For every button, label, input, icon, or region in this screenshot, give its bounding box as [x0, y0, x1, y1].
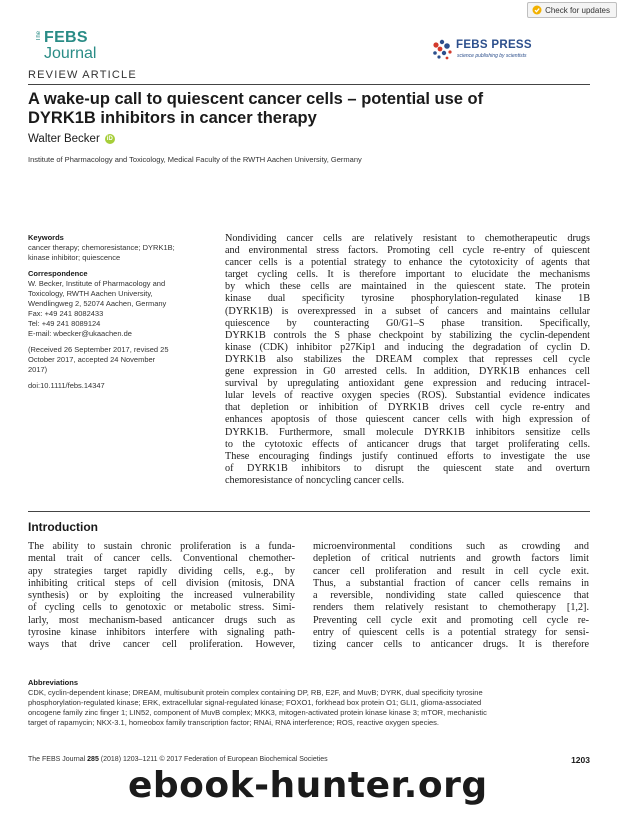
keywords-block: [28, 233, 213, 263]
dates-line: 2017): [28, 365, 48, 374]
abbreviations-line: phosphorylation-regulated kinase; ERK, extracellular signal-regulated kinase; FOXO1, forkhead box protein O1; GLI1, glioma-associated: [28, 698, 482, 707]
abbreviations-line: oncogene family zinc finger 1; LIN52, component of MuvB complex; MKK3, mitogen-activated protein kinase kinase 3; mTOR, mechanistic: [28, 708, 487, 717]
article-type: REVIEW ARTICLE: [28, 69, 137, 81]
article-info-sidebar: [28, 233, 213, 397]
abstract-line: DYRK1B. Furthermore, small molecule DYRK1B inhibitors sensitize cells: [225, 426, 590, 438]
orcid-icon[interactable]: iD: [106, 136, 113, 142]
section-divider: [28, 511, 590, 512]
body-line: ways that drive cancer cell proliferation. However,: [28, 639, 295, 651]
correspondence-line: Wendlingweg 2, 52074 Aachen, Germany: [28, 299, 167, 308]
logo-journal: Journal: [44, 45, 97, 62]
abstract-line: kinase (CDK) inhibitor p27Kip1 and inducing the degradation of cyclin D.: [225, 341, 590, 353]
press-name: FEBS PRESS: [456, 39, 532, 51]
watermark: ebook-hunter.org: [128, 765, 488, 806]
correspondence-line: Tel: +49 241 8089124: [28, 319, 101, 328]
footer-rest: (2018) 1203–1211 © 2017 Federation of European Biochemical Societies: [100, 756, 328, 763]
correspondence-heading: Correspondence: [28, 269, 88, 278]
body-line: microenvironmental conditions such as crowding and: [313, 541, 589, 552]
logo-the: The: [36, 31, 42, 42]
abstract-line: Nondividing cancer cells are relatively resistant to chemotherapeutic drugs: [225, 233, 590, 244]
body-line: Preventing cell cycle exit and promoting cell cycle re-: [313, 614, 589, 626]
author-row: [28, 133, 115, 145]
doi-block: [28, 381, 213, 391]
abbreviations-line: target of rapamycin; NKX-3.1, homeobox family transcription factor; RNAi, RNA interference; ROS, reactive oxygen species.: [28, 718, 440, 727]
body-line: of cycling cells to genotoxic or metabolic stress. Simi-: [28, 602, 295, 614]
abstract-line: gene expression in G0 arrested cells. In addition, DYRK1B enhances cell: [225, 366, 590, 378]
abstract-line: DYRK1B controls the S phase checkpoint by stabilizing the cyclin-dependent: [225, 329, 590, 341]
introduction-left-column: [28, 541, 295, 652]
abstract-line: lular levels of reactive oxygen species (ROS). Substantial evidence indicates: [225, 390, 590, 402]
page-number: 1203: [571, 755, 590, 765]
introduction-right-column: [313, 541, 589, 652]
body-line: cancer cell proliferation and result in cell cycle exit.: [313, 565, 589, 577]
press-tagline: science publishing by scientists: [457, 53, 527, 59]
introduction-heading: Introduction: [28, 520, 98, 534]
body-line: tyrosine kinase inhibitors interfere with signaling path-: [28, 627, 295, 639]
correspondence-line: Fax: +49 241 8082433: [28, 309, 104, 318]
correspondence-line: W. Becker, Institute of Pharmacology and: [28, 279, 166, 288]
body-line: tizing cancer cells to anticancer drugs. It is therefore: [313, 639, 589, 651]
abstract-line: quiescence by counteracting G0/G1–S phase transition. Specifically,: [225, 317, 590, 329]
body-line: apy strategies target rapidly dividing cells, e.g., by: [28, 565, 295, 577]
keywords-line: cancer therapy; chemoresistance; DYRK1B;: [28, 243, 175, 252]
body-line: larly, most mechanism-based anticancer drugs such as: [28, 614, 295, 626]
email-link[interactable]: E-mail: wbecker@ukaachen.de: [28, 329, 132, 338]
dates-line: (Received 26 September 2017, revised 25: [28, 345, 169, 354]
body-line: inhibiting critical steps of cell division (mitosis, DNA: [28, 577, 295, 589]
abstract-line: cancer cells is a potential strategy to enhance the cytotoxicity of agents that: [225, 257, 590, 269]
abbreviations-list: [28, 688, 590, 728]
check-updates-label: Check for updates: [545, 5, 610, 15]
febs-journal-logo: [28, 30, 123, 70]
body-line: depletion of critical nutrients and growth factors limit: [313, 553, 589, 565]
abstract-line: survival by upregulating antioxidant gene expression and reducing intracel-: [225, 378, 590, 390]
check-for-updates-button[interactable]: [527, 2, 617, 18]
affiliation: Institute of Pharmacology and Toxicology, Medical Faculty of the RWTH Aachen University, Germany: [28, 155, 362, 164]
footer-volume: 285: [87, 756, 99, 763]
abstract-line: chemoresistance of noncycling cancer cells.: [225, 474, 405, 486]
check-updates-icon: [532, 5, 542, 15]
abstract-line: These encouraging findings justify continued efforts to investigate the use: [225, 450, 590, 462]
body-line: synthesis) or by exploiting the increased vulnerability: [28, 590, 295, 602]
body-line: The ability to sustain chronic proliferation is a funda-: [28, 541, 295, 552]
body-line: entry of quiescent cells is a potential strategy for sensi-: [313, 627, 589, 639]
body-line: renders them relatively resistant to chemotherapy [1,2].: [313, 602, 589, 614]
abstract-line: of DYRK1B inhibitors to disrupt the quiescent state and overturn: [225, 462, 590, 474]
body-line: a reversible, nondividing state called quiescence that: [313, 590, 589, 602]
doi-link[interactable]: doi:10.1111/febs.14347: [28, 381, 105, 390]
title-line: A wake-up call to quiescent cancer cells – potential use of: [28, 90, 484, 108]
footer-journal: The FEBS Journal: [28, 756, 86, 763]
correspondence-block: [28, 269, 213, 339]
abbreviations-line: CDK, cyclin-dependent kinase; DREAM, multisubunit protein complex containing DP, RB, E2F, and MuvB; DYRK, dual specificity tyrosine: [28, 688, 483, 697]
abstract-line: kinase dual specificity tyrosine phosphorylation-regulated kinase 1B: [225, 293, 590, 305]
keywords-heading: Keywords: [28, 233, 64, 242]
febs-press-dots-icon: [430, 37, 456, 63]
abstract-line: by which these cells are maintained in the quiescent state. The protein: [225, 281, 590, 293]
abstract-line: (DYRK1B) is overexpressed in a subset of cancers and maintains cellular: [225, 305, 590, 317]
header-divider: [28, 84, 590, 85]
abstract-line: target cycling cells. It is therefore important to elucidate the mechanisms: [225, 269, 590, 281]
dates-line: October 2017, accepted 24 November: [28, 355, 156, 364]
body-line: Thus, a substantial fraction of cancer cells remains in: [313, 577, 589, 589]
body-line: mental trait of cancer cells. Conventional chemother-: [28, 553, 295, 565]
logo-febs: FEBS: [44, 29, 88, 46]
correspondence-line: Toxicology, RWTH Aachen University,: [28, 289, 153, 298]
febs-press-logo: [430, 37, 550, 65]
abstract-line: that depletion or inhibition of DYRK1B drives cell cycle re-entry and: [225, 402, 590, 414]
abstract-line: enhances apoptosis of those quiescent cancer cells with high expression of: [225, 414, 590, 426]
footer-citation: [28, 756, 328, 763]
abstract-line: to the cytotoxic effects of anticancer drugs that target proliferating cells.: [225, 438, 590, 450]
title-line: DYRK1B inhibitors in cancer therapy: [28, 109, 317, 127]
abbreviations-heading: Abbreviations: [28, 678, 79, 687]
dates-block: [28, 345, 213, 375]
abstract-line: and environmental stress factors. Promoting cell cycle re-entry of quiescent: [225, 245, 590, 257]
abstract: [225, 233, 590, 487]
keywords-line: kinase inhibitor; quiescence: [28, 253, 121, 262]
abstract-line: DYRK1B also stabilizes the DREAM complex that represses cell cycle: [225, 353, 590, 365]
article-title: [28, 90, 588, 128]
author-name[interactable]: Walter Becker: [28, 133, 100, 145]
